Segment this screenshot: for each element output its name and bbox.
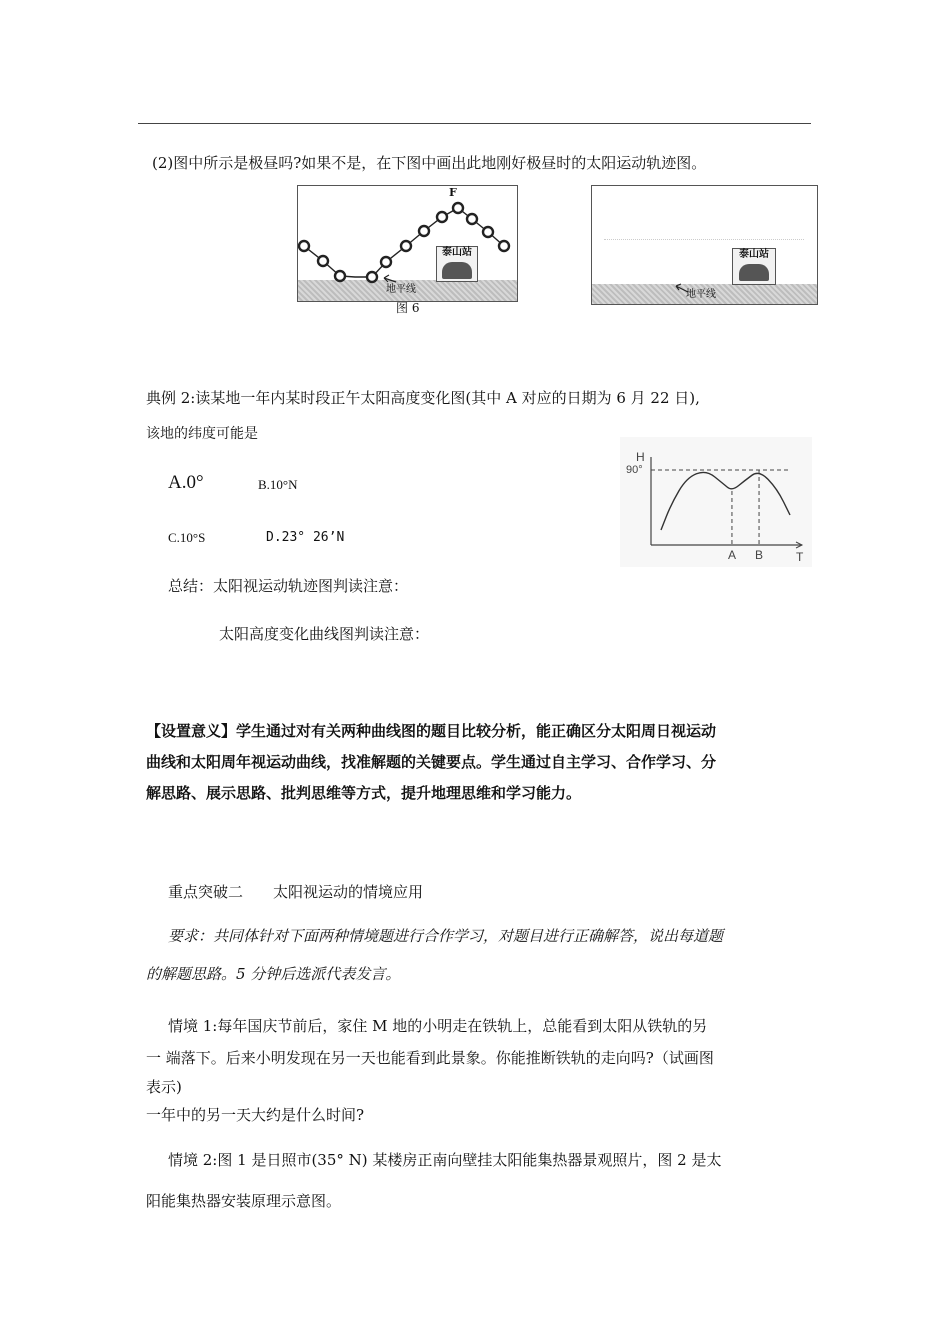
sun-position <box>453 203 463 213</box>
sun-position <box>483 227 493 237</box>
scene-1-line-3: 表示) <box>146 1078 182 1096</box>
sun-position <box>318 256 328 266</box>
example-2-line-1: 典例 2:读某地一年内某时段正午太阳高度变化图(其中 A 对应的日期为 6 月 22 日), <box>146 389 700 407</box>
scene-1-line-1: 情境 1:每年国庆节前后，家住 M 地的小明走在铁轨上，总能看到太阳从铁轨的另 <box>168 1017 708 1035</box>
question-2: (2)图中所示是极昼吗?如果不是，在下图中画出此地刚好极昼时的太阳运动轨迹图。 <box>152 154 707 172</box>
significance-line-1: 【设置意义】学生通过对有关两种曲线图的题目比较分析，能正确区分太阳周日视运动 <box>146 722 717 740</box>
option-b: B.10°N <box>258 477 298 492</box>
sun-position <box>335 271 345 281</box>
option-d: D.23° 26’N <box>266 530 345 545</box>
scene-1-line-2: 一 端落下。后来小明发现在另一天也能看到此景象。你能推断铁轨的走向吗?（试画图 <box>146 1049 714 1067</box>
arrow-icon <box>384 275 396 282</box>
sun-position <box>381 257 391 267</box>
x-tick-b: B <box>755 548 764 562</box>
sun-label-f: F <box>449 186 457 199</box>
x-tick-a: A <box>727 548 736 562</box>
significance-line-2: 曲线和太阳周年视运动曲线，找准解题的关键要点。学生通过自主学习、合作学习、分 <box>146 753 717 771</box>
station-label: 泰山站 <box>739 249 769 260</box>
sun-position <box>499 241 509 251</box>
sun-altitude-chart <box>620 437 812 567</box>
horizon-label: 地平线 <box>386 284 416 295</box>
header-rule <box>138 123 811 124</box>
x-axis-label: T <box>796 550 804 564</box>
summary-1: 总结：太阳视运动轨迹图判读注意： <box>168 577 409 595</box>
figure-6 <box>297 185 518 302</box>
sun-position <box>367 272 377 282</box>
sun-position <box>401 241 411 251</box>
sun-position <box>467 214 477 224</box>
sun-position <box>419 226 429 236</box>
station-icon <box>442 262 472 279</box>
horizon-arrow <box>592 186 817 304</box>
example-2-line-2: 该地的纬度可能是 <box>146 426 258 442</box>
summary-2: 太阳高度变化曲线图判读注意： <box>219 625 430 643</box>
station-box <box>436 246 478 282</box>
station-label: 泰山站 <box>442 247 472 258</box>
requirement-line-2: 的解题思路。5 分钟后选派代表发言。 <box>146 965 401 983</box>
section-2-title: 重点突破二 太阳视运动的情境应用 <box>168 883 424 901</box>
option-c: C.10°S <box>168 530 206 545</box>
sun-position <box>437 212 447 222</box>
significance-line-3: 解思路、展示思路、批判思维等方式，提升地理思维和学习能力。 <box>146 784 582 802</box>
figure-6-caption: 图 6 <box>396 301 420 315</box>
scene-2-line-2: 阳能集热器安装原理示意图。 <box>146 1192 342 1210</box>
requirement-line-1: 要求：共同体针对下面两种情境题进行合作学习，对题目进行正确解答，说出每道题 <box>168 927 724 945</box>
blank-figure <box>591 185 818 305</box>
y-axis-label: H <box>636 450 645 464</box>
option-a: A.0° <box>168 472 204 493</box>
y-tick-90: 90° <box>626 464 643 476</box>
scene-1-line-4: 一年中的另一天大约是什么时间? <box>146 1106 365 1124</box>
scene-2-line-1: 情境 2:图 1 是日照市(35° N) 某楼房正南向壁挂太阳能集热器景观照片，图 2 是太 <box>168 1151 722 1169</box>
horizon-label: 地平线 <box>686 289 716 300</box>
sun-position <box>299 241 309 251</box>
